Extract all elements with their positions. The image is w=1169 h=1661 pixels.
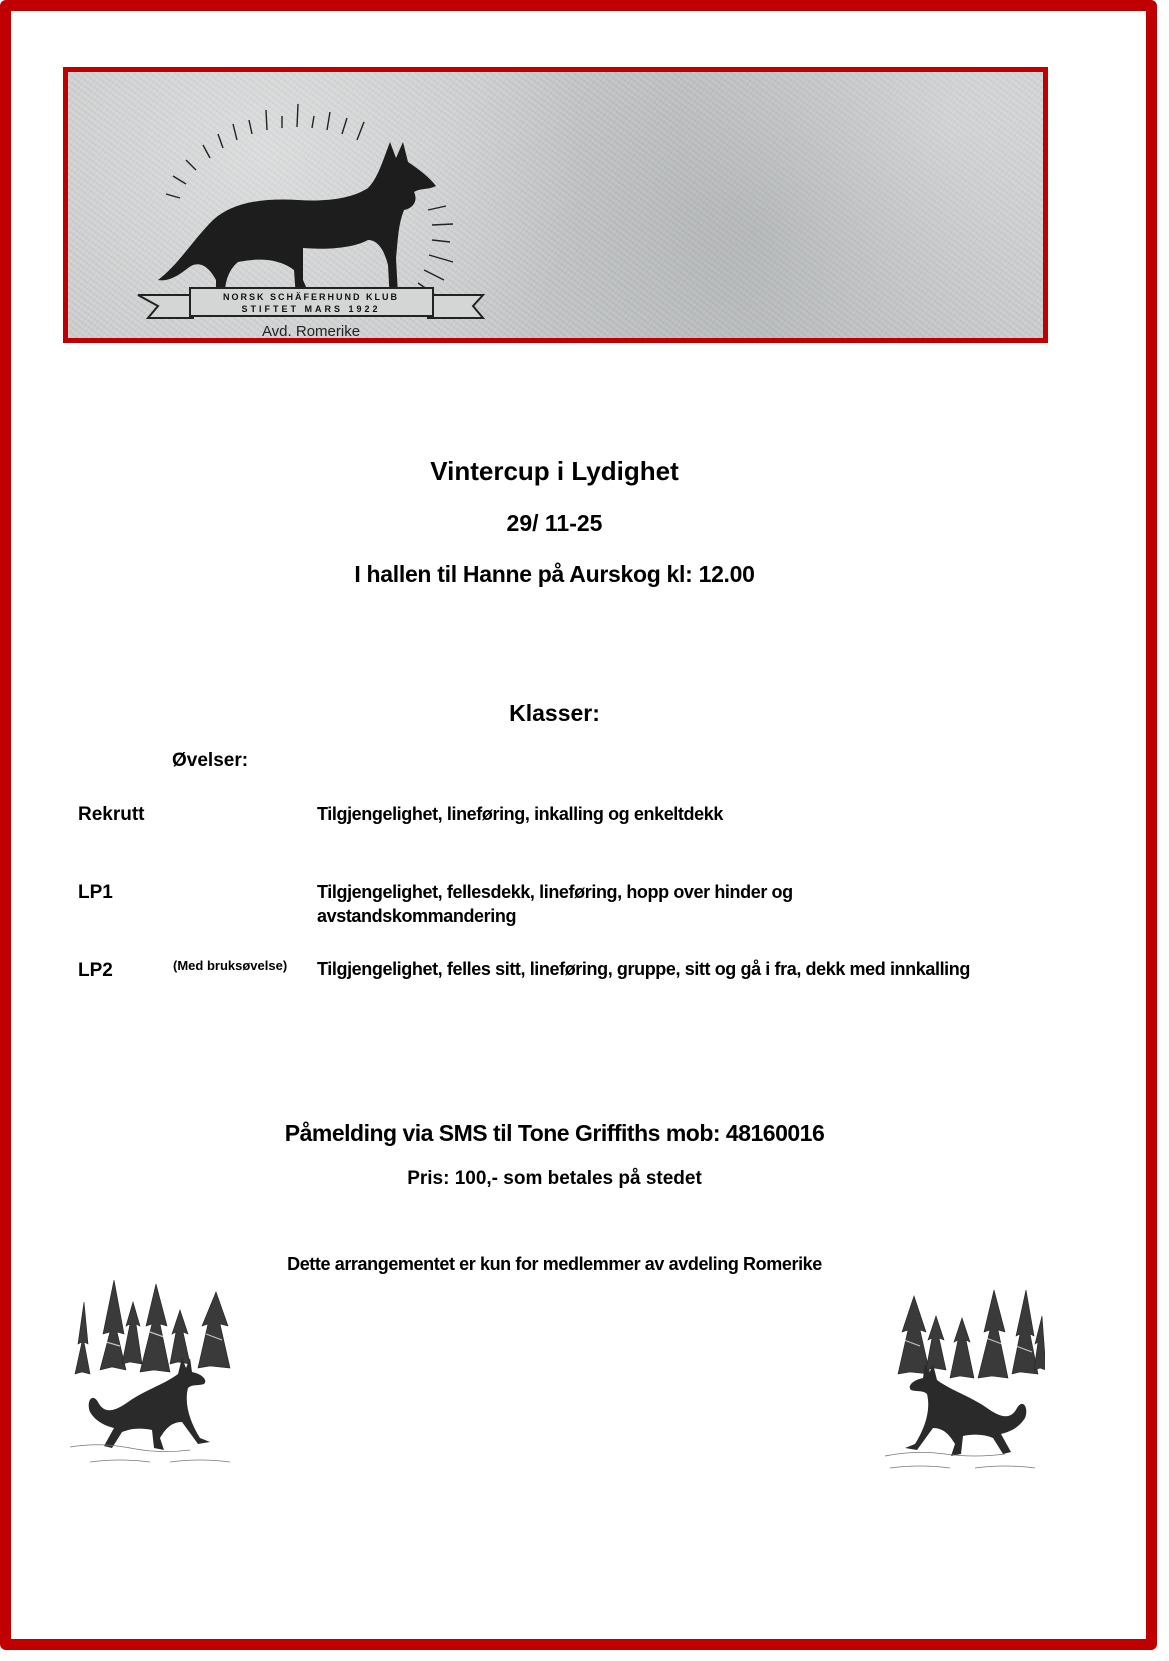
class-name: Rekrutt (78, 804, 145, 825)
class-name: LP2 (78, 960, 113, 981)
logo-ribbon-line2: STIFTET MARS 1922 (241, 304, 381, 314)
price-info: Pris: 100,- som betales på stedet (407, 1168, 702, 1189)
header-banner (63, 67, 1048, 343)
german-shepherd-logo-icon (158, 142, 436, 302)
dog-in-winter-forest-icon (880, 1268, 1045, 1478)
logo-ribbon-line1: NORSK SCHÄFERHUND KLUB (223, 292, 399, 302)
classes-heading: Klasser: (509, 700, 600, 726)
signup-info: Påmelding via SMS til Tone Griffiths mob: 48160016 (284, 1120, 825, 1146)
event-date: 29/ 11-25 (506, 510, 603, 536)
logo-caption: Avd. Romerike (261, 323, 361, 340)
class-note: (Med bruksøvelse) (173, 958, 288, 973)
class-description: Tilgjengelighet, felles sitt, lineføring, gruppe, sitt og gå i fra, dekk med innkalling (317, 959, 970, 979)
event-venue: I hallen til Hanne på Aurskog kl: 12.00 (354, 561, 755, 587)
members-only-note: Dette arrangementet er kun for medlemmer av avdeling Romerike (287, 1254, 822, 1274)
exercises-label: Øvelser: (172, 750, 249, 771)
club-logo (98, 90, 498, 340)
class-description: Tilgjengelighet, lineføring, inkalling og enkeltdekk (317, 804, 723, 824)
class-description: Tilgjengelighet, fellesdekk, lineføring, hopp over hinder og avstandskommandering (317, 882, 793, 926)
class-name: LP1 (78, 882, 113, 903)
dog-in-winter-forest-icon (70, 1262, 235, 1472)
event-title: Vintercup i Lydighet (430, 456, 679, 486)
